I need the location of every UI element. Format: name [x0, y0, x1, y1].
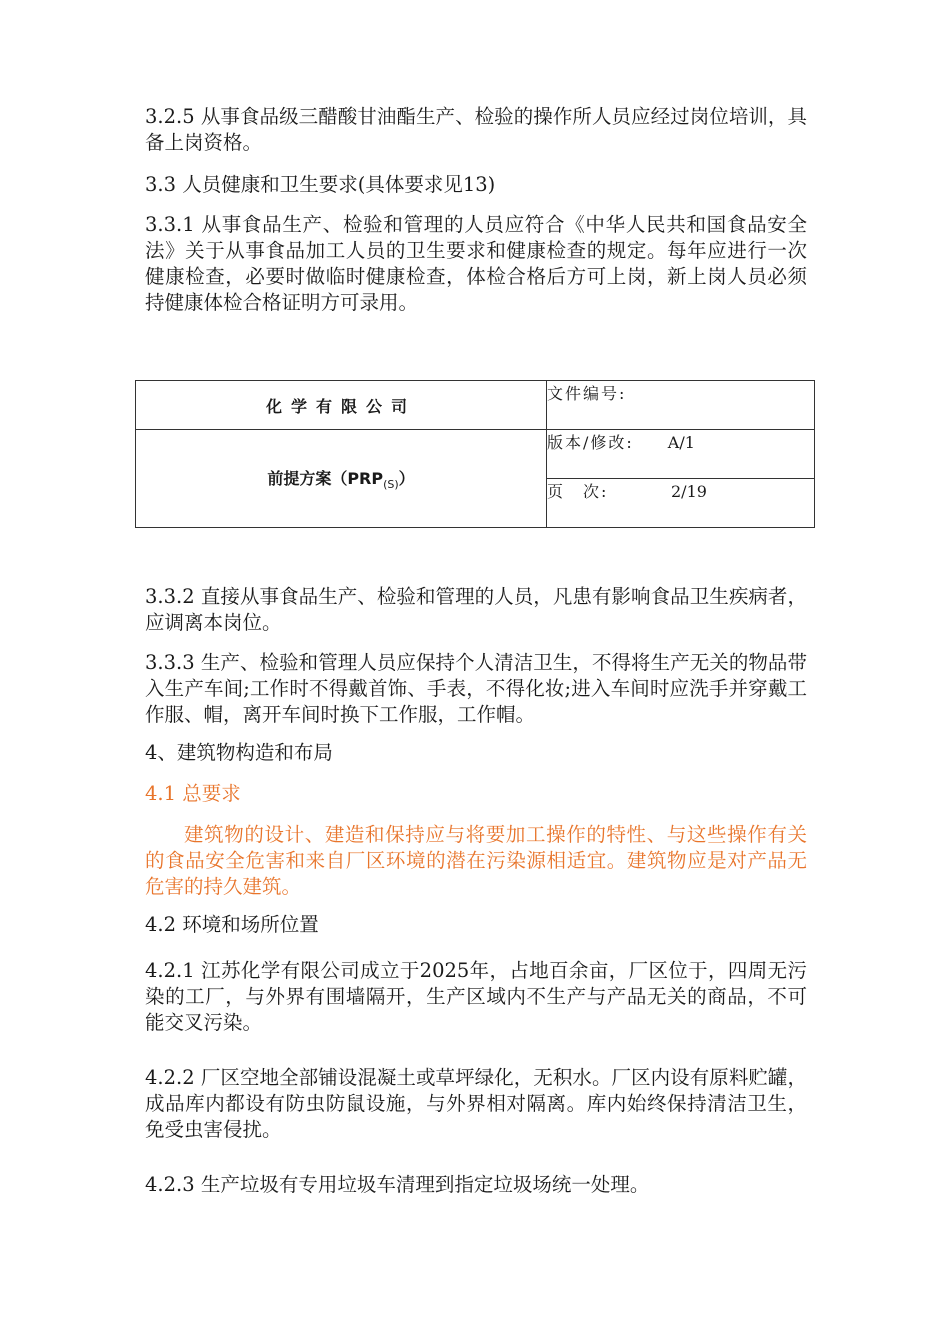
paragraph-3-3-1: 3.3.1 从事食品生产、检验和管理的人员应符合《中华人民共和国食品安全法》关于从事食品加工人员的卫生要求和健康检查的规定。每年应进行一次健康检查，必要时做临时健康检查，体检合格后方可上岗，新上岗人员必须持健康体检合格证明方可录用。: [145, 213, 807, 314]
paragraph-4-2-2: 4.2.2 厂区空地全部铺设混凝土或草坪绿化，无积水。厂区内设有原料贮罐，成品库内都设有防虫防鼠设施，与外界相对隔离。库内始终保持清洁卫生，免受虫害侵扰。: [145, 1066, 807, 1141]
document-header-table: [135, 380, 815, 528]
section-3-3-heading: 3.3 人员健康和卫生要求(具体要求见13): [145, 173, 496, 196]
version-value: A/1: [667, 433, 695, 452]
company-name: 化学有限公司: [136, 381, 547, 430]
version-label: 版本/修改:: [547, 433, 634, 452]
version-cell: [547, 430, 815, 479]
paragraph-4-1-body: 建筑物的设计、建造和保持应与将要加工操作的特性、与这些操作有关的食品安全危害和来自厂区环境的潜在污染源相适宜。建筑物应是对产品无危害的持久建筑。: [145, 823, 807, 898]
section-4-2-heading: 4.2 环境和场所位置: [145, 913, 319, 936]
paragraph-4-2-1: 4.2.1 江苏化学有限公司成立于2025年，占地百余亩，厂区位于，四周无污染的工厂，与外界有围墙隔开，生产区域内不生产与产品无关的商品，不可能交叉污染。: [145, 959, 807, 1034]
file-number-label: 文件编号:: [547, 384, 627, 403]
document-title-text: 前提方案（PRP: [267, 468, 384, 488]
document-title-close: ）: [398, 468, 415, 488]
document-title-subscript: (S): [383, 478, 399, 492]
paragraph-4-2-3: 4.2.3 生产垃圾有专用垃圾车清理到指定垃圾场统一处理。: [145, 1173, 650, 1196]
file-number-cell: [547, 381, 815, 430]
page-label: 页 次:: [547, 482, 609, 501]
section-4-heading: 4、建筑物构造和布局: [145, 741, 333, 764]
paragraph-3-2-5: 3.2.5 从事食品级三醋酸甘油酯生产、检验的操作所人员应经过岗位培训，具备上岗资格。: [145, 105, 807, 154]
document-title: [136, 430, 547, 528]
section-4-1-heading: 4.1 总要求: [145, 782, 241, 805]
paragraph-3-3-2: 3.3.2 直接从事食品生产、检验和管理的人员，凡患有影响食品卫生疾病者，应调离本岗位。: [145, 585, 807, 634]
page-value: 2/19: [671, 482, 707, 501]
page-cell: [547, 479, 815, 528]
paragraph-3-3-3: 3.3.3 生产、检验和管理人员应保持个人清洁卫生，不得将生产无关的物品带入生产车间;工作时不得戴首饰、手表，不得化妆;进入车间时应洗手并穿戴工作服、帽，离开车间时换下工作服，工作帽。: [145, 651, 807, 726]
